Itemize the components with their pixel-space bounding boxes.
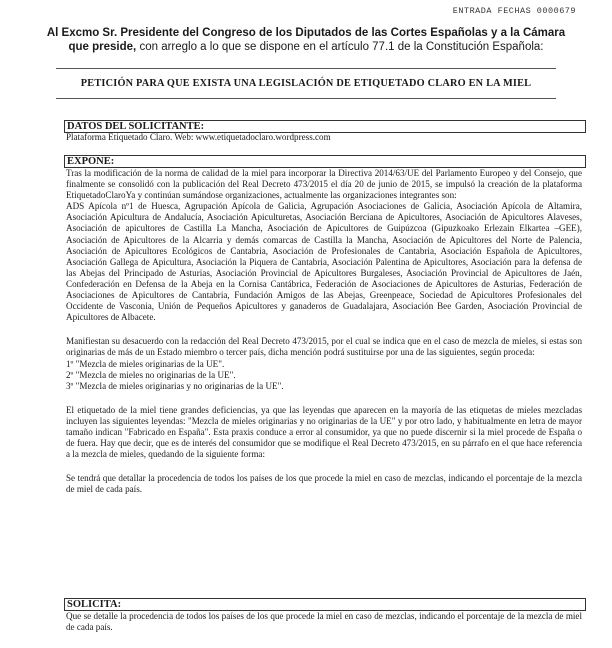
- entry-stamp: ENTRADA FECHAS 0000679: [452, 6, 576, 16]
- expone-list-item-1: 1º "Mezcla de mieles originarias de la UE".: [66, 358, 225, 369]
- expone-list-item-2: 2º "Mezcla de mieles no originarias de la UE".: [66, 369, 236, 380]
- solicitante-text: Plataforma Etiquetado Claro. Web: www.etiquetadoclaro.wordpress.com: [66, 132, 331, 142]
- expone-paragraph-intro: Tras la modificación de la norma de calidad de la miel para incorporar la Directiva 2014/63/UE del Parlamento Europeo y del Consejo, que finalmente se consolidó con la publicación del Real Decreto 473/2015 el día 20 de junio de 2015, se impulsó la creación de la plataforma EtiquetadoClaroYa y continúan sumándose organizaciones, actualmente las organizaciones integrantes son:: [66, 168, 582, 201]
- heading-addressee: Al Excmo Sr. Presidente del Congreso de los Diputados de las Cortes Españolas y a la Cámara que preside,: [46, 27, 566, 53]
- expone-paragraph-disagreement: Manifiestan su desacuerdo con la redacción del Real Decreto 473/2015, por el cual se indica que en el caso de mezcla de mieles, si estas son originarias de más de un Estado miembro o tercer país, dicha mención podrá sustituirse por una de las siguientes, según proceda:: [66, 336, 582, 358]
- petition-title: PETICIÓN PARA QUE EXISTA UNA LEGISLACIÓN DE ETIQUETADO CLARO EN LA MIEL: [80, 78, 532, 89]
- expone-paragraph-labeling: El etiquetado de la miel tiene grandes deficiencias, ya que las leyendas que aparecen en la mayoría de las etiquetas de mieles mezcladas incluyen las siguientes leyendas: "Mezcla de mieles originarias y no originarias de la UE" y por otro lado, y habitualmente en letra de mayor tamaño indican "Fabricado en España". Esta praxis conduce a error al consumidor, ya que no puede discernir si la miel procede de España o de fuera. Hay que decir, que es de interés del consumidor que se modifique el Real Decreto 473/2015, en su párrafo en el que hace referencia a la mezcla de mieles, quedando de la siguiente forma:: [66, 404, 582, 460]
- top-rule: [56, 68, 556, 69]
- expone-body: [66, 168, 582, 495]
- bottom-rule: [56, 98, 556, 99]
- expone-header: EXPONE:: [64, 155, 586, 168]
- solicitante-header: DATOS DEL SOLICITANTE:: [64, 120, 586, 133]
- expone-paragraph-organizations: ADS Apícola nº1 de Huesca, Agrupación Apícola de Galicia, Agrupación Asociaciones de Galicia, Asociación Apícola de Altamira, Asociación Apicultura de Andalucía, Asociación Apiculturetas, Asociación Berciana de Apicultores, Asociación de Apicultores Alaveses, Asociación de apicultores de Castilla La Mancha, Asociación de Apicultores de Guipúzcoa (Gipuzkoako Erlezain Elkartea –GEE), Asociación de Apicultores de la Alcarria y demás comarcas de Castilla la Mancha, Asociación de Apicultores del Norte de Palencia, Asociación de Apicultores Ecológicos de Cantabria, Asociación de Profesionales de Cantabria, Asociación Española de Apicultores, Asociación Gallega de Apicultura, Asociación la Piquera de Cantabria, Asociación Palentina de Apicultores, Asociación para la defensa de las Abejas del Principado de Asturias, Asociación Provincial de Apicultores Burgaleses, Asociación Provincial de Apicultores de Jaén, Confederación en Defensa de la Abeja en la Cornisa Cantábrica, Federación de Asociaciones de Apicultores de Asturias, Federación de Asociaciones de Apicultores de Cantabria, Fundación Amigos de las Abejas, Greenpeace, Sociedad de Apicultores Profesionales del Occidente de Vasconia, Unión de Pequeños Apicultores y ganaderos de Guadalajara, Asociación Bee Garden, Asociación Provincial de Apicultores de Albacete.: [66, 201, 582, 323]
- expone-paragraph-proposal: Se tendrá que detallar la procedencia de todos los países de los que procede la miel en caso de mezclas, indicando el porcentaje de la mezcla de miel de cada país.: [66, 473, 582, 495]
- heading-article: con arreglo a lo que se dispone en el artículo 77.1 de la Constitución Española:: [139, 41, 544, 53]
- solicita-text: Que se detalle la procedencia de todos los países de los que procede la miel en caso de mezclas, indicando el porcentaje de la mezcla de miel de cada país.: [66, 611, 582, 633]
- document-heading: [40, 26, 572, 54]
- solicita-header: SOLICITA:: [64, 598, 586, 611]
- expone-list-item-3: 3º "Mezcla de mieles originarias y no originarias de la UE".: [66, 380, 284, 391]
